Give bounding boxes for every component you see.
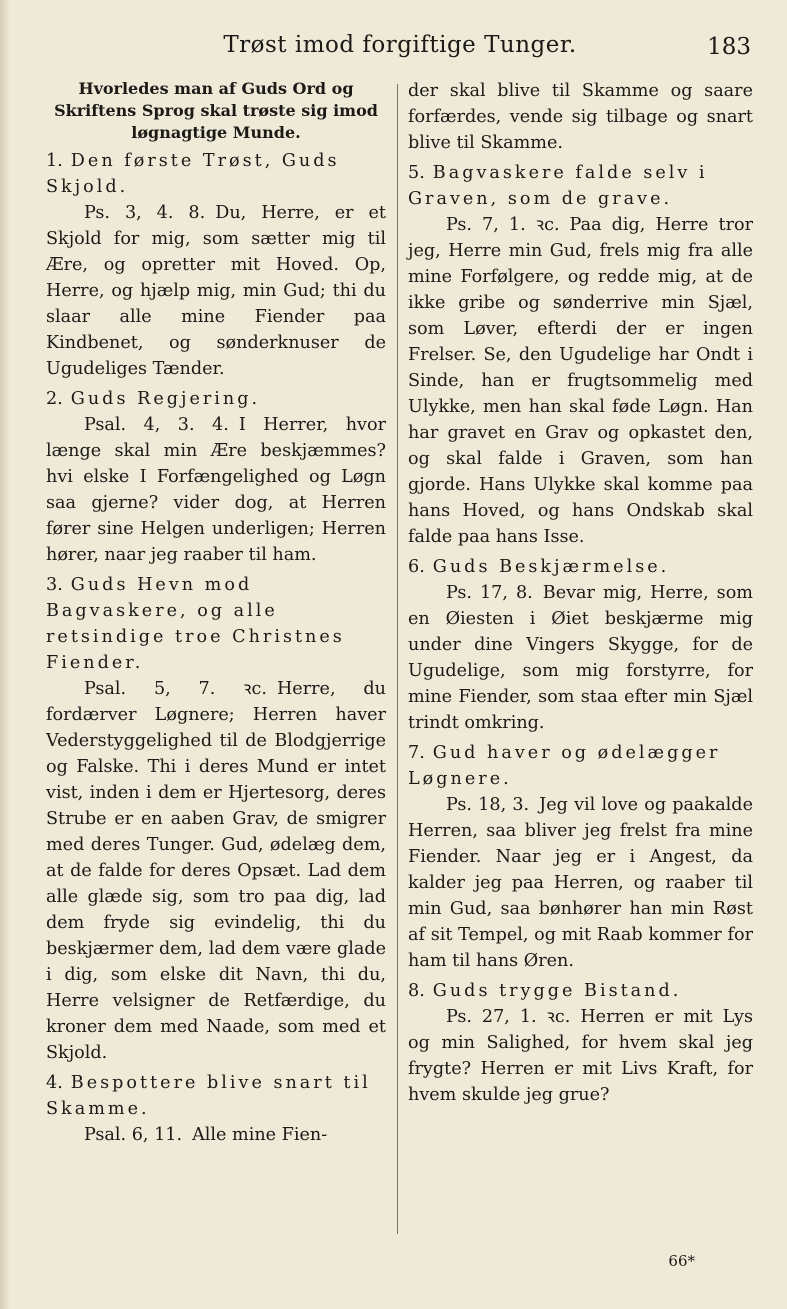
subsection-title-text: Bespottere blive snart til Skamme. <box>46 1073 371 1119</box>
column-divider <box>397 84 398 1234</box>
page-title: Trøst imod forgiftige Tunger. <box>223 32 577 58</box>
subsection-title <box>46 148 386 200</box>
paragraph-text: Bevar mig, Herre, som en Øiesten i Øiet beskjærme mig under dine Vingers Skygge, for de Ugudelige, som mig forstyrre, for mine Fiender, som staa efter min Sjæl trindt omkring. <box>408 583 753 733</box>
paragraph-continuation: der skal blive til Skamme og saare forfærdes, vende sig tilbage og snart blive til Skamme. <box>408 81 753 153</box>
page-edge-shadow <box>0 0 10 1309</box>
paragraph-text: Du, Herre, er et Skjold for mig, som sætter mig til Ære, og opretter mit Hoved. Op, Herre, og hjælp mig, min Gud; thi du slaar alle mine Fiender paa Kindbenet, og sønderknuser de Ugudeliges Tænder. <box>46 203 386 379</box>
subsection-title-text: Guds Beskjærmelse. <box>432 557 670 577</box>
subsection-title <box>408 740 753 792</box>
paragraph <box>46 676 386 1066</box>
scripture-reference: Ps. 3, 4. 8. <box>84 203 206 223</box>
subsection-title-text: Guds Hevn mod Bagvaskere, og alle retsindige troe Christnes Fiender. <box>46 575 345 673</box>
paragraph <box>408 580 753 736</box>
subsection-title-text: Guds trygge Bistand. <box>432 981 682 1001</box>
subsection-number: 8. <box>408 981 425 1001</box>
section-heading: Hvorledes man af Guds Ord og Skriftens Sprog skal trøste sig imod løgnagtige Munde. <box>54 79 378 142</box>
scripture-reference: Psal. 6, 11. <box>84 1125 183 1145</box>
paragraph-text: Herre, du fordærver Løgnere; Herren haver Vederstyggelighed til de Blodgjerrige og Falske. Thi i deres Mund er intet vist, inden i dem er Hjertesorg, deres Strube er en aaben Grav, de smigrer med deres Tunger. Gud, ødelæg dem, at de falde for deres Opsæt. Lad dem alle glæde sig, som tro paa dig, lad dem fryde sig evindelig, thi du beskjærmer dem, lad dem være glade i dig, som elske dit Navn, thi du, Herre velsigner de Retfærdige, du kroner dem med Naade, som med et Skjold. <box>46 679 386 1063</box>
paragraph-text: Alle mine Fien- <box>192 1125 328 1145</box>
subsection-title-text: Gud haver og ødelægger Løgnere. <box>408 743 721 789</box>
paragraph-text: Paa dig, Herre tror jeg, Herre min Gud, frels mig fra alle mine Forfølgere, og redde mig, at de ikke gribe og sønderrive min Sjæl, som Løver, efterdi der er ingen Frelser. Se, den Ugudelige har Ondt i Sinde, han er frugtsommelig med Ulykke, men han skal føde Løgn. Han har gravet en Grav og opkastet den, og skal falde i Graven, som han gjorde. Hans Ulykke skal komme paa hans Hoved, og hans Ondskab skal falde paa hans Isse. <box>408 215 753 547</box>
page-number: 183 <box>707 34 751 60</box>
paragraph <box>408 792 753 974</box>
subsection-title-text: Guds Regjering. <box>70 389 261 409</box>
paragraph <box>46 200 386 382</box>
left-column <box>46 78 386 1150</box>
scripture-reference: Psal. 5, 7. ꝛc. <box>84 679 267 699</box>
paragraph <box>46 1122 386 1148</box>
subsection-title-text: Den første Trøst, Guds Skjold. <box>46 151 340 197</box>
subsection-title <box>46 386 386 412</box>
subsection-number: 5. <box>408 163 425 183</box>
subsection-title <box>46 572 386 676</box>
scripture-reference: Ps. 18, 3. <box>446 795 530 815</box>
subsection-number: 3. <box>46 575 63 595</box>
paragraph-text: Herren er mit Lys og min Salighed, for hvem skal jeg frygte? Herren er mit Livs Kraft, for hvem skulde jeg grue? <box>408 1007 753 1105</box>
subsection-title <box>408 160 753 212</box>
subsection-number: 4. <box>46 1073 63 1093</box>
paragraph <box>408 212 753 550</box>
subsection-title <box>46 1070 386 1122</box>
running-head <box>0 30 787 64</box>
paragraph <box>408 1004 753 1108</box>
signature-mark: 66* <box>668 1252 695 1270</box>
subsection-title <box>408 554 753 580</box>
subsection-number: 1. <box>46 151 63 171</box>
scripture-reference: Ps. 7, 1. ꝛc. <box>446 215 560 235</box>
subsection-title-text: Bagvaskere falde selv i Graven, som de grave. <box>408 163 708 209</box>
scripture-reference: Ps. 17, 8. <box>446 583 533 603</box>
paragraph-text: I Herrer, hvor længe skal min Ære beskjæmmes? hvi elske I Forfængelighed og Løgn saa gjerne? vider dog, at Herren fører sine Helgen underligen; Herren hører, naar jeg raaber til ham. <box>46 415 386 565</box>
subsection-number: 2. <box>46 389 63 409</box>
paragraph-text: Jeg vil love og paakalde Herren, saa bliver jeg frelst fra mine Fiender. Naar jeg er i Angest, da kalder jeg paa Herren, og raaber til min Gud, saa bønhører han min Røst af sit Tempel, og mit Raab kommer for ham til hans Øren. <box>408 795 753 971</box>
paragraph <box>46 412 386 568</box>
subsection-title <box>408 978 753 1004</box>
subsection-number: 6. <box>408 557 425 577</box>
right-column <box>408 78 753 1110</box>
subsection-number: 7. <box>408 743 425 763</box>
scripture-reference: Psal. 4, 3. 4. <box>84 415 229 435</box>
scripture-reference: Ps. 27, 1. ꝛc. <box>446 1007 571 1027</box>
